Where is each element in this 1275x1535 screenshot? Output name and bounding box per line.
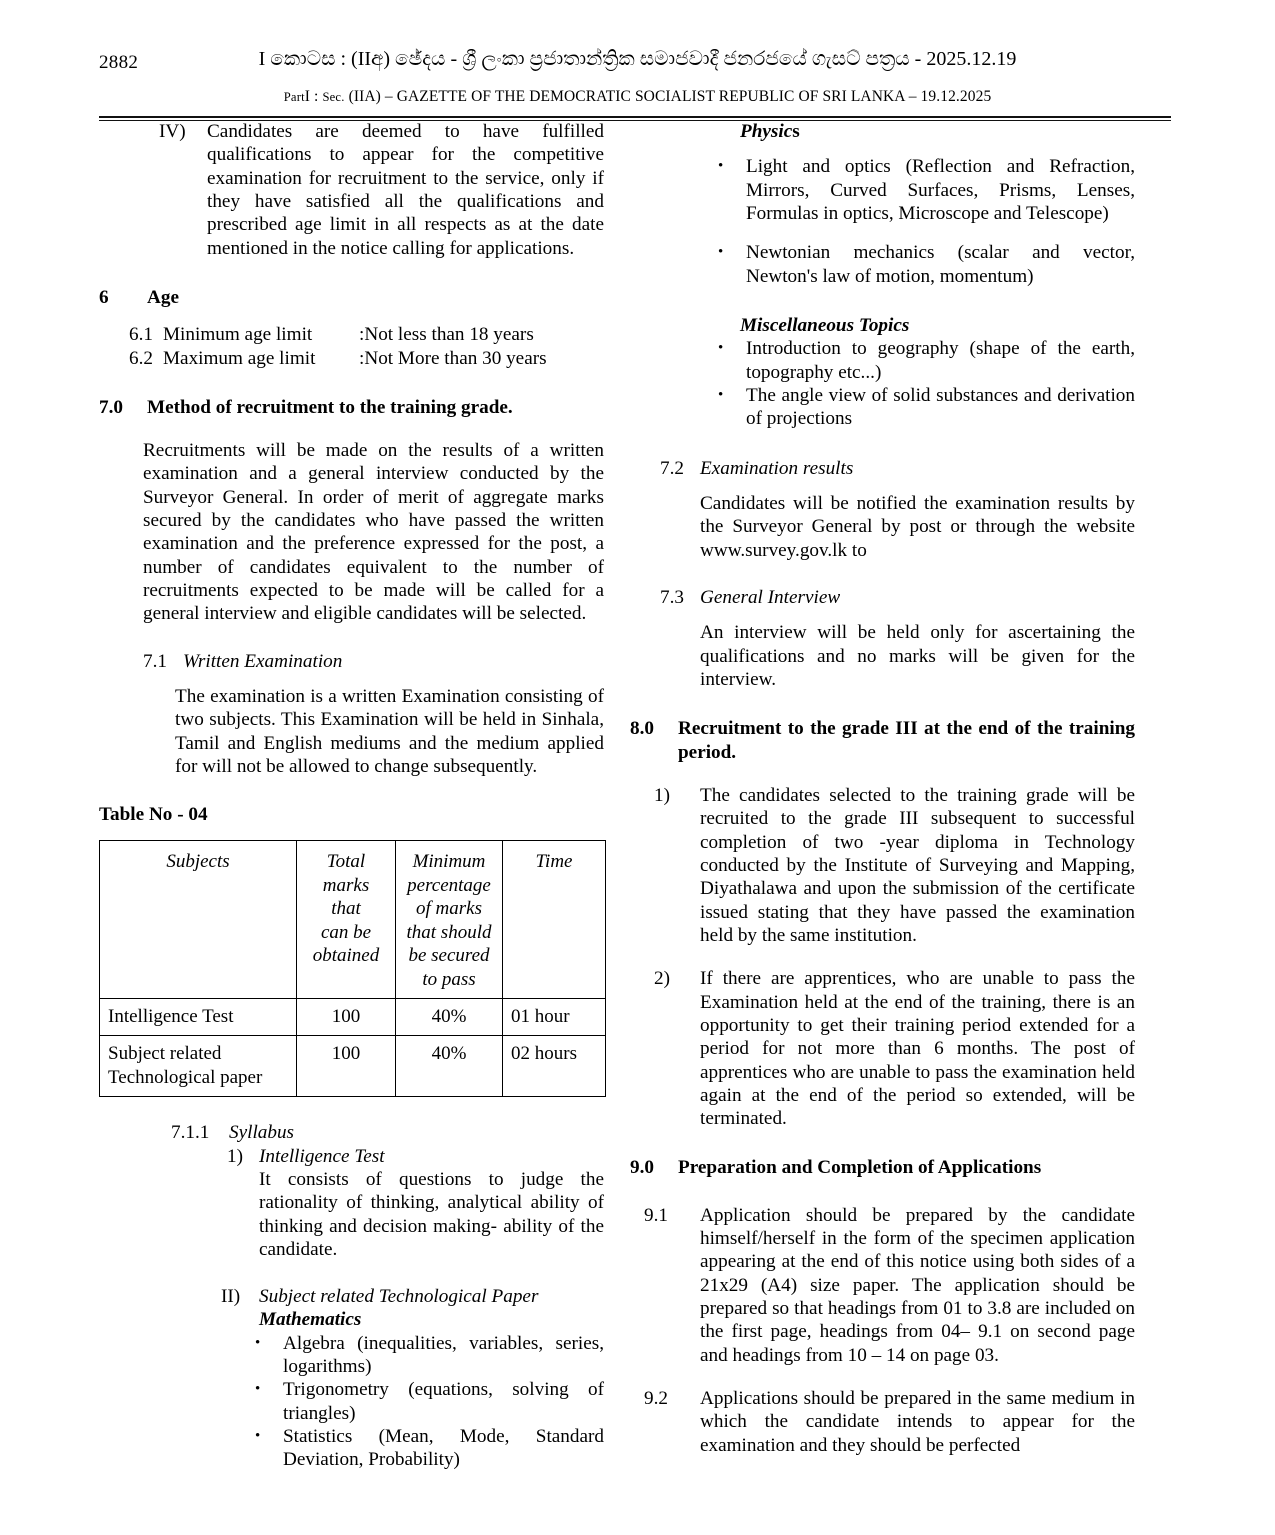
section-7-1-title: Written Examination: [183, 650, 343, 672]
section-9-heading: [630, 1156, 1135, 1179]
header-sec-label: Sec.: [322, 90, 345, 104]
section-7-3-number: 7.3: [660, 586, 684, 608]
section-7-2-heading: [660, 457, 1135, 480]
bullet-text: Introduction to geography (shape of the earth, topography etc...): [746, 338, 1135, 383]
section-9-number: 9.0: [630, 1157, 654, 1179]
col-min-l3: of marks: [416, 898, 482, 920]
list-item: [718, 337, 1135, 384]
clause-iv-text: Candidates are deemed to have fulfilled qualifications to appear for the competitive examination for recruitment to the service, only if they have satisfied all the qualifications and prescribed age limit in all respects as at the date mentioned in the notice calling for applications.: [207, 121, 604, 259]
physics-heading: [740, 120, 1135, 143]
list-item: [255, 1332, 604, 1379]
bullet-text: Light and optics (Reflection and Refraction, Mirrors, Curved Surfaces, Prisms, Lenses, Formulas in optics, Microscope and Telescope): [746, 156, 1135, 224]
list-item: [718, 155, 1135, 225]
marks-table-body: [100, 998, 606, 1097]
row-subject: [100, 998, 297, 1036]
col-min-l2: percentage: [407, 874, 491, 896]
clause-iv: [159, 120, 604, 260]
bullet-icon: •: [718, 340, 724, 357]
age-row: [129, 347, 604, 371]
col-total-l3: that: [331, 898, 361, 920]
syllabus-item-1: [227, 1145, 604, 1168]
section-9-item-1-text: Application should be prepared by the candidate himself/herself in the form of the specimen application appearing at the end of this notice using both sides of a 21x29 (A4) size paper. The application should be prepared so that headings from 01 to 3.8 are included on the first page, headings from 04– 9.1 on second page and headings from 10 – 14 on page 03.: [700, 1204, 1135, 1366]
section-9-item-2: [644, 1387, 1135, 1457]
row-subject-l2: Technological paper: [108, 1066, 263, 1088]
syllabus-item-2: [221, 1285, 604, 1308]
syllabus-item-1-title: Intelligence Test: [259, 1145, 385, 1167]
header-part-roman: I :: [304, 88, 319, 105]
syllabus-item-1-marker: 1): [227, 1145, 243, 1167]
section-8-heading: [630, 717, 1135, 764]
section-6-title: Age: [147, 286, 179, 308]
syllabus-item-2-marker: II): [221, 1286, 241, 1308]
table-header-row: [100, 841, 606, 998]
section-9-item-1: [644, 1204, 1135, 1367]
col-subjects-l1: Subjects: [166, 851, 230, 873]
row-subject-l1: Subject related: [108, 1043, 222, 1065]
section-7-3-heading: [660, 586, 1135, 609]
table-col-total-marks: [297, 841, 396, 998]
section-6-number: 6: [99, 286, 109, 308]
row-total-marks: 100: [297, 1036, 396, 1097]
misc-topics-heading: Miscellaneous Topics: [740, 314, 910, 336]
age-row-label: Maximum age limit: [163, 348, 316, 370]
section-7-1-heading: [143, 650, 604, 673]
section-7-title: Method of recruitment to the training grade.: [147, 396, 513, 418]
syllabus-heading: [171, 1121, 604, 1144]
col-total-l4: can be: [320, 921, 372, 943]
section-8-title: Recruitment to the grade III at the end of the training period.: [678, 718, 1135, 763]
bullet-icon: •: [718, 386, 724, 403]
physics-heading-main: Physic: [740, 121, 793, 142]
col-total-l2: marks: [322, 874, 370, 896]
section-9-item-2-text: Applications should be prepared in the same medium in which the candidate intends to appear for the examination and they should be perfected: [700, 1388, 1135, 1456]
header-english-rest: (IIA) – GAZETTE OF THE DEMOCRATIC SOCIALIST REPUBLIC OF SRI LANKA – 19.12.2025: [348, 88, 992, 105]
col-total-l1: Total: [326, 851, 366, 873]
bullet-text: Statistics (Mean, Mode, Standard Deviation, Probability): [283, 1426, 604, 1471]
col-min-l6: to pass: [422, 969, 476, 990]
row-min-percentage: 40%: [396, 1036, 503, 1097]
age-row-label: Minimum age limit: [163, 324, 313, 346]
header-sinhala-line: I කොටස : (IIඅ) ඡේදය - ශ්‍රී ලංකා ප්‍රජාතාන්ත්‍රික සමාජවාදී ජනරජයේ ගැසට් පත්‍රය - 2025.12.19: [258, 48, 1017, 70]
right-column: [630, 120, 1135, 1457]
section-7-3-title: General Interview: [700, 586, 841, 608]
physics-bullet-list: [718, 155, 1135, 288]
table-row: [100, 998, 606, 1036]
section-7-2-title: Examination results: [700, 457, 854, 479]
header-part-label: Part: [283, 90, 305, 104]
section-7-3-body: An interview will be held only for ascertaining the qualifications and no marks will be given for the interview.: [700, 622, 1135, 690]
row-total-marks: 100: [297, 998, 396, 1036]
row-time: 01 hour: [503, 998, 606, 1036]
clause-iv-marker: IV): [159, 121, 186, 142]
list-item: [255, 1425, 604, 1472]
folio-number: 2882: [99, 52, 139, 73]
section-8-item-1-text: The candidates selected to the training grade will be recruited to the grade III subsequent to successful completion of two -year diploma in Technology conducted by the Institute of Surveying and Mapping, Diyathalawa and upon the submission of the certificate issued stating that they have passed the examination held by the same institution.: [700, 784, 1135, 946]
bullet-icon: •: [718, 158, 724, 175]
list-item: [718, 241, 1135, 288]
marks-table: [99, 840, 606, 1097]
col-min-l1: Minimum: [412, 851, 486, 873]
syllabus-title: Syllabus: [229, 1122, 295, 1144]
header-top-row: [0, 48, 1275, 82]
syllabus-item-2-title: Subject related Technological Paper: [259, 1286, 539, 1308]
section-7-number: 7.0: [99, 396, 123, 418]
section-7-1-body: The examination is a written Examination consisting of two subjects. This Examination will be held in Sinhala, Tamil and English mediums and the medium applied for will not be allowed to change subsequently.: [175, 685, 604, 777]
table-col-time: [503, 841, 606, 998]
section-7-2-number: 7.2: [660, 457, 684, 479]
list-item: [718, 384, 1135, 431]
section-9-item-2-marker: 9.2: [644, 1388, 668, 1410]
section-9-title: Preparation and Completion of Applications: [678, 1157, 1042, 1179]
age-row-number: 6.1: [129, 324, 153, 346]
col-min-l5: be secured: [408, 945, 490, 967]
table-title: Table No - 04: [99, 804, 208, 826]
physics-heading-tail: s: [792, 121, 800, 142]
bullet-icon: •: [718, 244, 724, 261]
section-7-heading: [99, 396, 604, 419]
row-subject: [100, 1036, 297, 1097]
section-8-item-1: [654, 784, 1135, 947]
section-8-item-2-text: If there are apprentices, who are unable to pass the Examination held at the end of the training, there is an opportunity to get their training period extended for a period for not more than 6 months. The post of apprentices who are unable to pass the examination held again at the end of the period so extended, will be terminated.: [700, 968, 1135, 1130]
bullet-icon: •: [255, 1381, 261, 1398]
section-8-number: 8.0: [630, 718, 654, 740]
bullet-icon: •: [255, 1428, 261, 1445]
misc-bullet-list: [718, 337, 1135, 430]
section-9-item-1-marker: 9.1: [644, 1204, 668, 1226]
col-time-l1: Time: [535, 851, 573, 873]
section-6-heading: [99, 286, 604, 309]
section-7-body: Recruitments will be made on the results of a written examination and a general interview conducted by the Surveyor General. In order of merit of aggregate marks secured by the candidates who have passed the written examination and the preference expressed for the post, a number of candidates equivalent to the number of recruitments expected to be made will be called for a general interview and eligible candidates will be selected.: [143, 440, 604, 625]
age-row: [129, 323, 604, 347]
section-7-1-number: 7.1: [143, 650, 167, 672]
section-8-item-2: [654, 967, 1135, 1130]
mathematics-heading: Mathematics: [259, 1309, 362, 1331]
row-min-percentage: 40%: [396, 998, 503, 1036]
bullet-text: The angle view of solid substances and derivation of projections: [746, 384, 1135, 430]
section-7-2-body: Candidates will be notified the examination results by the Surveyor General by post or through the website www.survey.gov.lk to: [700, 492, 1135, 561]
table-row: [100, 1036, 606, 1097]
table-col-min-percentage: [396, 841, 503, 998]
syllabus-number: 7.1.1: [171, 1122, 210, 1144]
syllabus-item-1-body: It consists of questions to judge the rationality of thinking, analytical ability of thinking and decision making- ability of the candidate.: [259, 1168, 604, 1260]
section-8-item-2-marker: 2): [654, 968, 670, 990]
header-english-line: [0, 88, 1275, 106]
col-min-l4: that should: [406, 921, 492, 943]
bullet-text: Algebra (inequalities, variables, series, logarithms): [283, 1332, 604, 1378]
col-total-l5: obtained: [312, 945, 380, 967]
row-time: 02 hours: [503, 1036, 606, 1097]
bullet-text: Newtonian mechanics (scalar and vector, Newton's law of motion, momentum): [746, 242, 1135, 287]
age-row-number: 6.2: [129, 348, 153, 370]
age-row-value: :Not less than 18 years: [359, 324, 534, 346]
bullet-icon: •: [255, 1334, 261, 1351]
page-header: [0, 48, 1275, 106]
age-row-value: :Not More than 30 years: [359, 348, 547, 370]
age-limit-list: [129, 323, 604, 371]
bullet-text: Trigonometry (equations, solving of triangles): [283, 1379, 604, 1424]
section-8-item-1-marker: 1): [654, 784, 670, 806]
marks-table-head: [100, 841, 606, 998]
row-subject-l1: Intelligence Test: [108, 1005, 234, 1027]
left-column: [99, 120, 604, 1472]
mathematics-bullet-list: [255, 1332, 604, 1472]
list-item: [255, 1378, 604, 1425]
table-col-subjects: [100, 841, 297, 998]
